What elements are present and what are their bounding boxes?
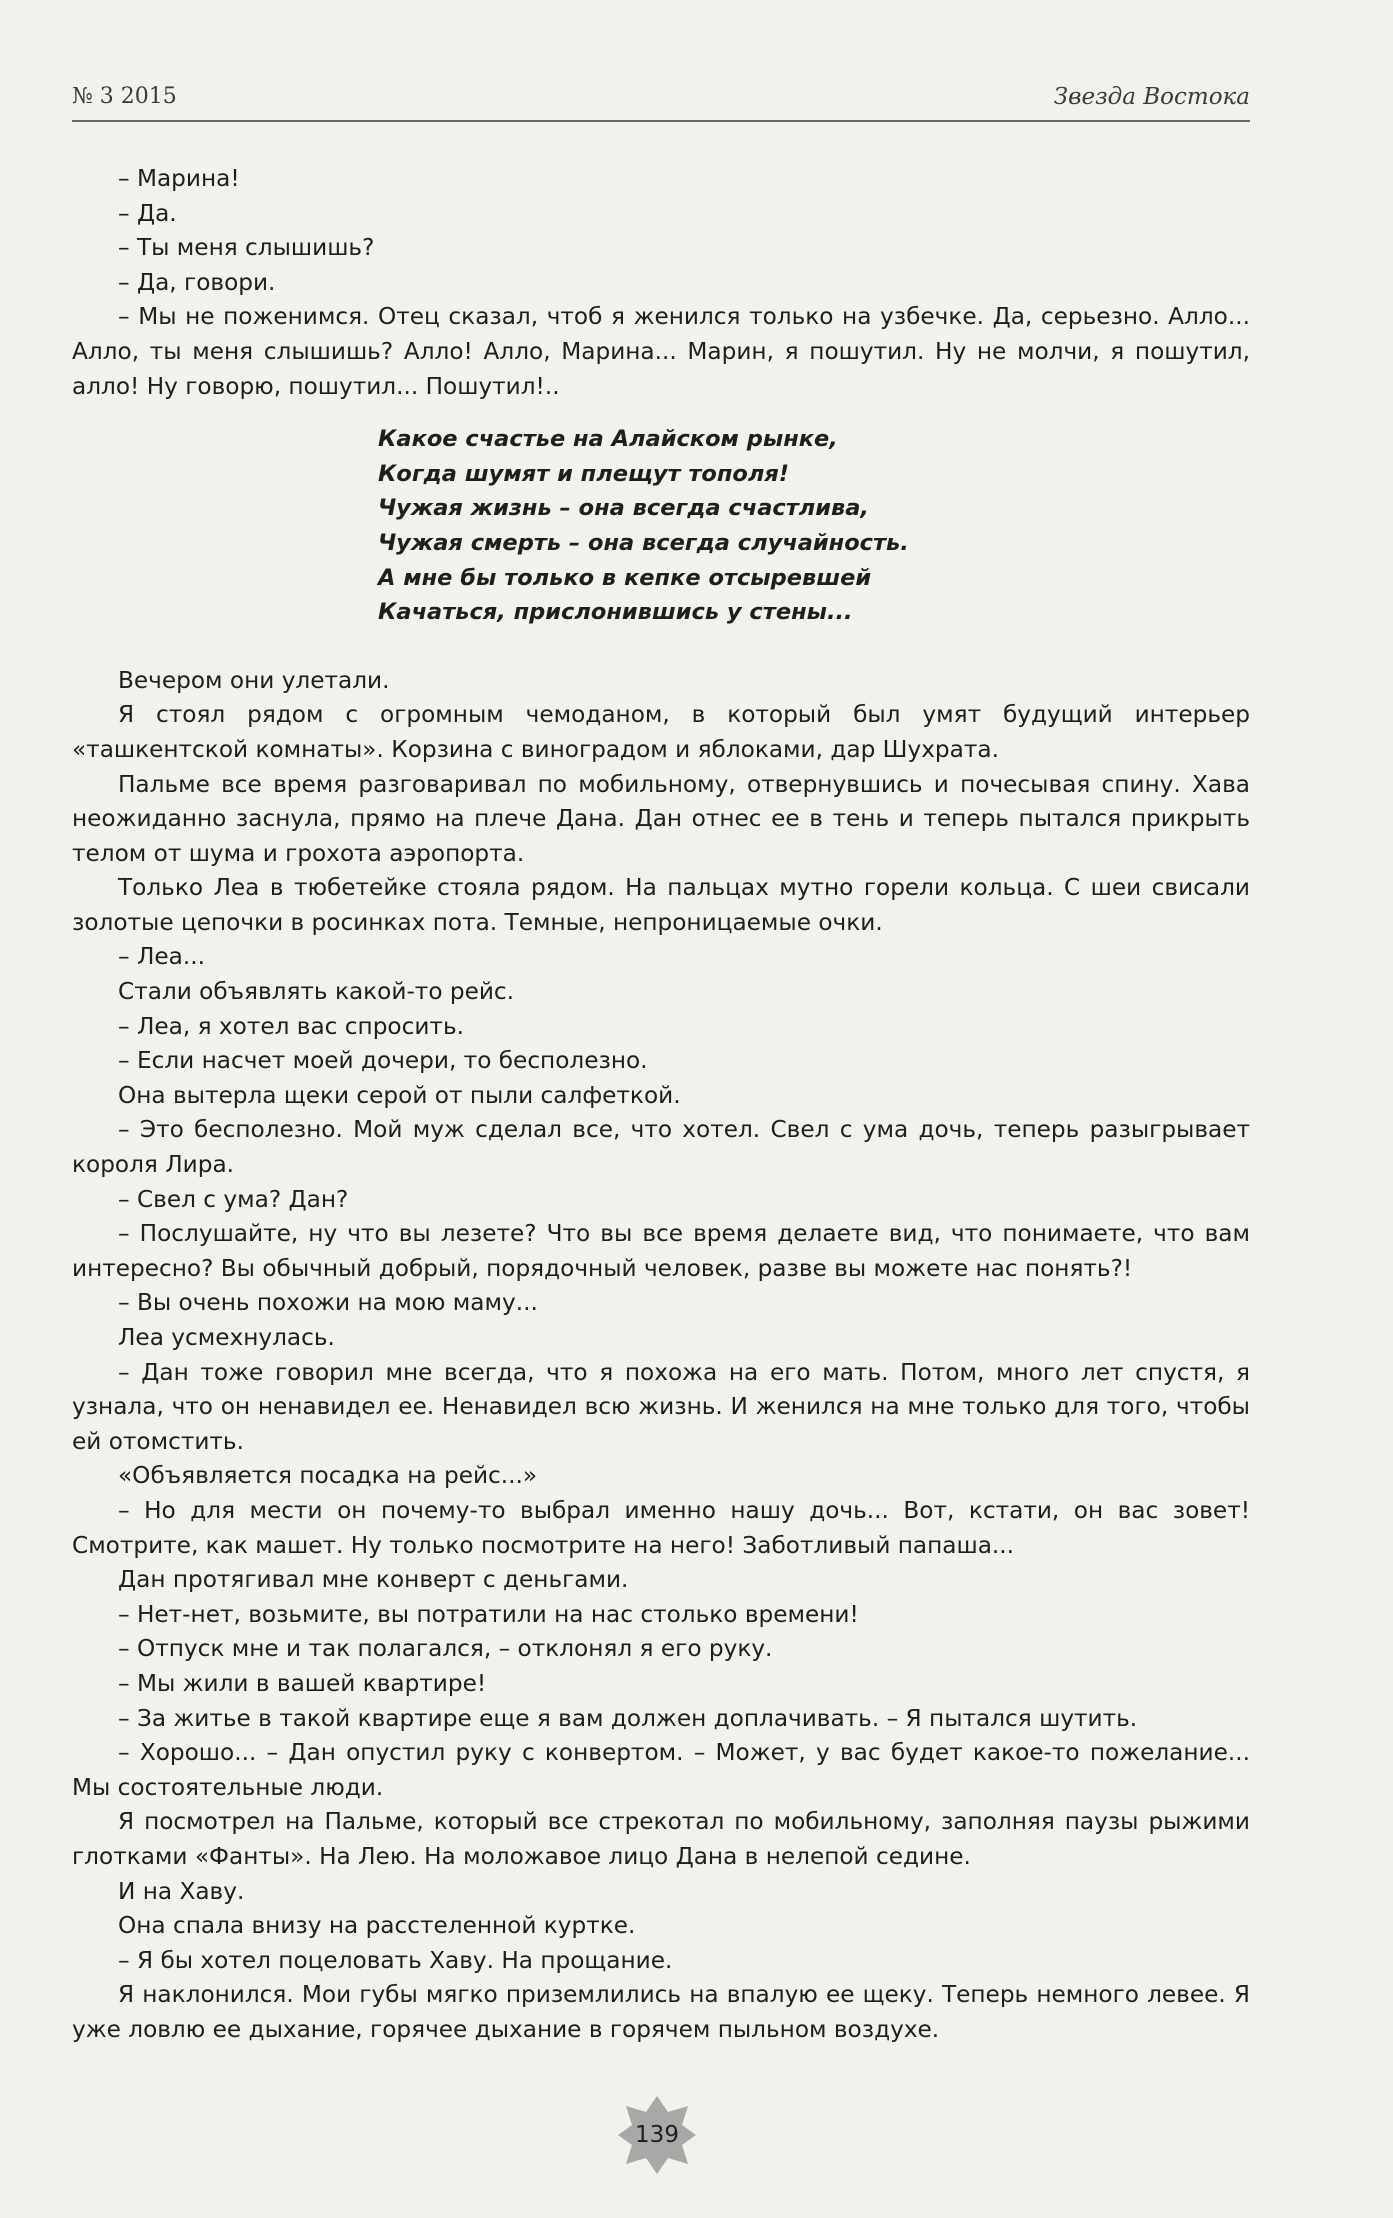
- paragraph: – Но для мести он почему-то выбрал именно нашу дочь... Вот, кстати, он вас зовет! Смотрите, как машет. Ну только посмотрите на него! Заботливый папаша...: [72, 1496, 1250, 1559]
- poem-block: [378, 422, 1250, 630]
- paragraph: – Хорошо... – Дан опустил руку с конвертом. – Может, у вас будет какое-то пожелание... Мы состоятельные люди.: [72, 1739, 1250, 1801]
- paragraph: Я посмотрел на Пальме, который все стрекотал по мобильному, заполняя паузы рыжими глотками «Фанты». На Лею. На моложавое лицо Дана в нелепой седине.: [72, 1808, 1250, 1870]
- issue-number: № 3 2015: [72, 84, 177, 109]
- paragraph: – Да, говори.: [118, 268, 276, 296]
- poem-line: Чужая смерть – она всегда случайность.: [378, 529, 909, 556]
- header-rule: [72, 120, 1250, 122]
- paragraph: Стали объявлять какой-то рейс.: [118, 978, 515, 1006]
- paragraph: – Мы жили в вашей квартире!: [118, 1669, 487, 1697]
- paragraph: – За житье в такой квартире еще я вам должен доплачивать. – Я пытался шутить.: [118, 1704, 1138, 1732]
- paragraph: – Если насчет моей дочери, то бесполезно.: [118, 1047, 648, 1075]
- paragraph: И на Хаву.: [118, 1877, 245, 1905]
- paragraph: – Нет-нет, возьмите, вы потратили на нас столько времени!: [118, 1600, 859, 1628]
- running-header: [72, 84, 1250, 124]
- poem-line: Какое счастье на Алайском рынке,: [378, 426, 838, 453]
- journal-title: Звезда Востока: [1053, 84, 1250, 110]
- paragraph: – Я бы хотел поцеловать Хаву. На прощание.: [118, 1946, 673, 1974]
- paragraph: Я наклонился. Мои губы мягко приземлились на впалую ее щеку. Теперь немного левее. Я уже ловлю ее дыхание, горячее дыхание в горячем пыльном воздухе.: [72, 1981, 1250, 2043]
- article-body: [72, 162, 1250, 2047]
- paragraph: Пальме все время разговаривал по мобильному, отвернувшись и почесывая спину. Хава неожиданно заснула, прямо на плече Дана. Дан отнес ее в тень и теперь пытался прикрыть телом от шума и грохота аэропорта.: [72, 770, 1250, 867]
- paragraph: Дан протягивал мне конверт с деньгами.: [118, 1566, 629, 1594]
- paragraph: – Свел с ума? Дан?: [118, 1185, 349, 1213]
- paragraph: Леа усмехнулась.: [118, 1324, 335, 1351]
- poem-line: Качаться, прислонившись у стены...: [378, 599, 853, 626]
- poem-line: Когда шумят и плещут тополя!: [378, 460, 790, 487]
- paragraph: – Леа...: [118, 943, 205, 971]
- paragraph: – Да.: [118, 199, 177, 227]
- paragraph: – Марина!: [118, 165, 240, 192]
- poem-line: А мне бы только в кепке отсыревшей: [378, 564, 872, 591]
- paragraph: – Отпуск мне и так полагался, – отклонял я его руку.: [118, 1635, 773, 1663]
- paragraph: – Мы не поженимся. Отец сказал, чтоб я женился только на узбечке. Да, серьезно. Алло... Алло, ты меня слышишь? Алло! Алло, Марина... Марин, я пошутил. Ну не молчи, я пошутил, алло! Ну говорю, пошутил... Пошутил!..: [72, 303, 1250, 400]
- paragraph: Только Леа в тюбетейке стояла рядом. На пальцах мутно горели кольца. С шеи свисали золотые цепочки в росинках пота. Темные, непроницаемые очки.: [72, 874, 1250, 936]
- paragraph: – Дан тоже говорил мне всегда, что я похожа на его мать. Потом, много лет спустя, я узнала, что он ненавидел ее. Ненавидел всю жизнь. И женился на мне только для того, чтобы ей отомстить.: [72, 1358, 1250, 1455]
- paragraph: Она вытерла щеки серой от пыли салфеткой.: [118, 1081, 681, 1109]
- paragraph: Она спала внизу на расстеленной куртке.: [118, 1912, 636, 1940]
- page-number: 139: [635, 2122, 679, 2148]
- poem-line: Чужая жизнь – она всегда счастлива,: [378, 495, 869, 522]
- paragraph: – Вы очень похожи на мою маму...: [118, 1289, 538, 1317]
- paragraph: – Ты меня слышишь?: [118, 234, 375, 262]
- paragraph: Вечером они улетали.: [118, 666, 390, 694]
- paragraph: Я стоял рядом с огромным чемоданом, в который был умят будущий интерьер «ташкентской комнаты». Корзина с виноградом и яблоками, дар Шухрата.: [72, 701, 1250, 763]
- page-number-badge: [618, 2096, 696, 2174]
- paragraph: – Леа, я хотел вас спросить.: [118, 1012, 464, 1040]
- paragraph: «Объявляется посадка на рейс...»: [118, 1462, 538, 1490]
- paragraph: – Это бесполезно. Мой муж сделал все, что хотел. Свел с ума дочь, теперь разыгрывает короля Лира.: [72, 1116, 1250, 1179]
- paragraph: – Послушайте, ну что вы лезете? Что вы все время делаете вид, что понимаете, что вам интересно? Вы обычный добрый, порядочный человек, разве вы можете нас понять?!: [72, 1220, 1250, 1282]
